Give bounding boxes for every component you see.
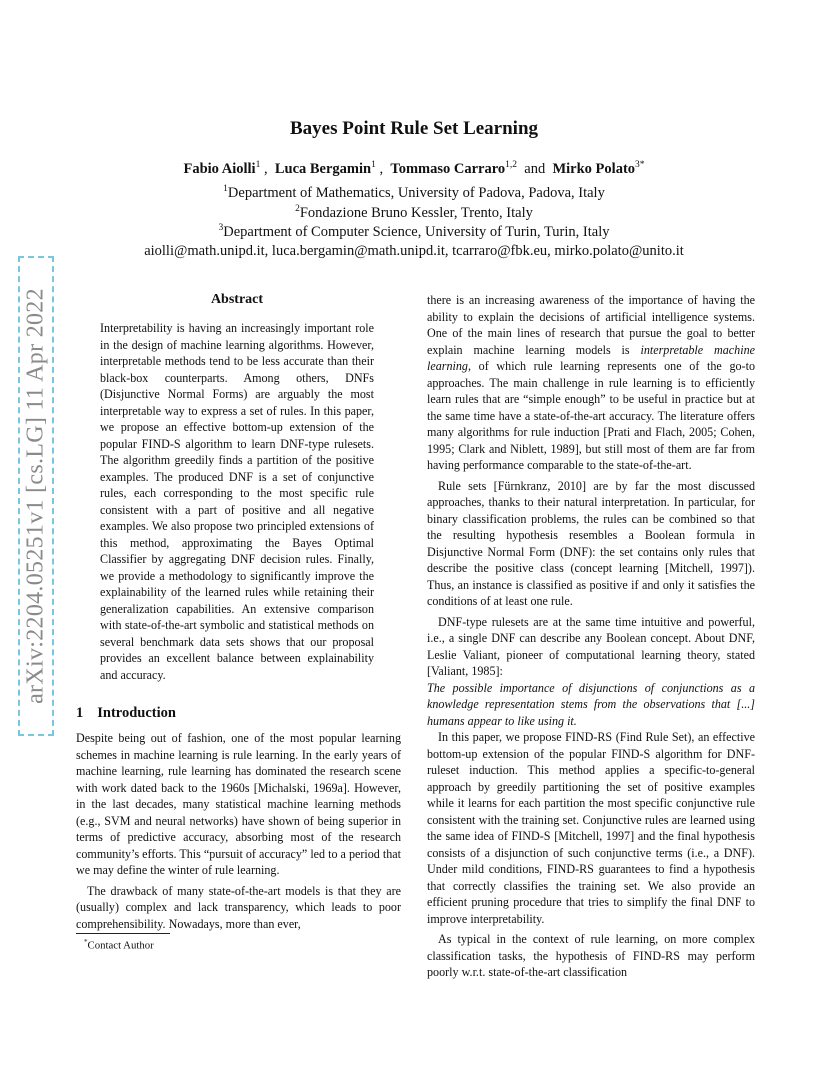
affiliation-text: Fondazione Bruno Kessler, Trento, Italy — [299, 204, 533, 221]
text-run: , of which rule learning represents one of the go-to approaches. The main challenge in rule learning is to efficiently learn rules that are “simple enough” to be useful in practice but at the same time have a state-of-the-art accuracy. The literature offers many algorithms for rule induction [Prati and Flach, 2005; Cohen, 1995; Clark and Niblett, 1989], but still most of them are far from having performance comparable to the state-of-the-art. — [427, 359, 755, 472]
arxiv-identifier-text: arXiv:2204.05251v1 [cs.LG] 11 Apr 2022 — [22, 288, 49, 704]
author-separator: , — [375, 160, 391, 177]
quotation: The possible importance of disjunctions of conjunctions as a knowledge representation stems from the observations that [...] humans appear to like using it. — [427, 680, 755, 728]
affiliation-mark: 1 — [223, 184, 228, 194]
body-paragraph — [427, 292, 755, 474]
author-name: Luca Bergamin — [274, 160, 372, 177]
footnote-rule — [76, 933, 170, 934]
author-affiliation-mark: 3* — [635, 160, 645, 170]
author-list — [0, 160, 828, 178]
body-paragraph: Rule sets [Fürnkranz, 2010] are by far the most discussed approaches, thanks to their natural interpretation. In particular, for binary classification problems, the rules can be combined so that the resulting hypothesis resembles a Boolean formula in Disjunctive Normal Form (DNF): the set contains only rules that describe the positive class (concept learning [Mitchell, 1997]). Thus, an instance is classified as positive if and only it satisfies the conditions of at least one rule. — [427, 478, 755, 608]
body-paragraph: As typical in the context of rule learning, on more complex classification tasks, the hypothesis of FIND-RS may perform poorly w.r.t. state-of-the-art classification — [427, 932, 755, 979]
author-affiliation-mark: 1 — [371, 160, 376, 170]
author-name: Fabio Aiolli — [183, 160, 256, 177]
footnote-text: Contact Author — [87, 939, 154, 952]
author-and: and — [524, 160, 546, 177]
text-run: there is an increasing awareness of the importance of having the ability to explain the decisions of artificial intelligence systems. One of the main lines of research that pursue the goal to better explain machine learning models is — [427, 293, 755, 357]
section-title: Introduction — [97, 705, 176, 721]
arxiv-identifier-stamp — [18, 256, 54, 736]
emphasized-term: interpretable machine learning — [427, 342, 755, 373]
affiliation-line — [0, 184, 828, 202]
affiliation-text: Department of Computer Science, University of Turin, Turin, Italy — [223, 223, 610, 240]
section-heading — [76, 705, 176, 722]
body-paragraph: In this paper, we propose FIND-RS (Find Rule Set), an effective bottom-up extension of the popular FIND-S algorithm for DNF-ruleset induction. This method applies a specific-to-general approach by greedily partitioning the set of positive examples while it learns for each partition the most specific conjunctive rule consistent with the training set. Conjunctive rules are learned using the same idea of FIND-S [Mitchell, 1997] and the final hypothesis consists of a disjunction of such conjunctive terms (i.e., a DNF). Under mild conditions, FIND-RS guarantees to find a hypothesis that correctly classifies the training set. We also provide an efficient pruning procedure that tries to simplify the final DNF to improve interpretability. — [427, 730, 755, 926]
paper-title: Bayes Point Rule Set Learning — [289, 118, 539, 139]
intro-left-column — [76, 730, 401, 932]
abstract-body — [100, 320, 374, 683]
body-paragraph: The drawback of many state-of-the-art models is that they are (usually) complex and lack transparency, which leads to poor comprehensibility. Nowadays, more than ever, — [76, 883, 401, 931]
section-number: 1 — [76, 705, 84, 721]
footnote-mark: * — [84, 938, 88, 946]
abstract-paragraph: Interpretability is having an increasingly important role in the design of machine learning algorithms. However, interpretable methods tend to be less accurate than their black-box counterparts. Among others, DNFs (Disjunctive Normal Forms) are arguably the most interpretable way to express a set of rules. In this paper, we propose an effective bottom-up extension of the popular FIND-S algorithm to learn DNF-type rulesets. The algorithm greedily finds a partition of the positive examples. The produced DNF is a set of conjunctive rules, each corresponding to the most specific rule consistent with a part of positive and all negative examples. We also propose two principled extensions of this method, approximating the Bayes Optimal Classifier by aggregating DNF decision rules. Finally, we provide a methodology to significantly improve the explainability of the learned rules while retaining their generalization capabilities. An extensive comparison with state-of-the-art symbolic and statistical methods on several benchmark data sets shows that our proposal provides an excellent balance between explainability and accuracy. — [100, 321, 374, 682]
abstract-heading: Abstract — [210, 292, 264, 307]
author-name: Mirko Polato — [552, 160, 636, 177]
right-column — [427, 292, 755, 981]
affiliation-line — [0, 223, 828, 241]
author-name: Tommaso Carraro — [390, 160, 506, 177]
author-affiliation-mark: 1 — [255, 160, 261, 170]
footnote — [84, 938, 154, 952]
affiliation-mark: 3 — [218, 223, 224, 233]
affiliation-text: Department of Mathematics, University of Padova, Padova, Italy — [227, 184, 605, 201]
author-affiliation-mark: 1,2 — [505, 160, 518, 170]
author-separator: , — [260, 160, 275, 177]
affiliation-mark: 2 — [295, 204, 300, 214]
body-paragraph: DNF-type rulesets are at the same time intuitive and powerful, i.e., a single DNF can describe any Boolean concept. About DNF, Leslie Valiant, pioneer of computational learning theory, stated [Valiant, 1985]: — [427, 614, 755, 678]
affiliation-line — [0, 204, 828, 222]
author-emails: aiolli@math.unipd.it, luca.bergamin@math.unipd.it, tcarraro@fbk.eu, mirko.polato@unito.it — [144, 243, 684, 259]
body-paragraph: Despite being out of fashion, one of the most popular learning schemes in machine learning is rule learning. In the early years of machine learning, rule learning has dominated the research scene with work dated back to the 1960s [Michalski, 1969a]. However, in the last decades, many statistical machine learning methods (e.g., SVM and neural networks) have shown of being superior in terms of predictive accuracy, absorbing most of the research community’s efforts. This “pursuit of accuracy” led to a period that we may define the winter of rule learning. — [76, 731, 401, 877]
